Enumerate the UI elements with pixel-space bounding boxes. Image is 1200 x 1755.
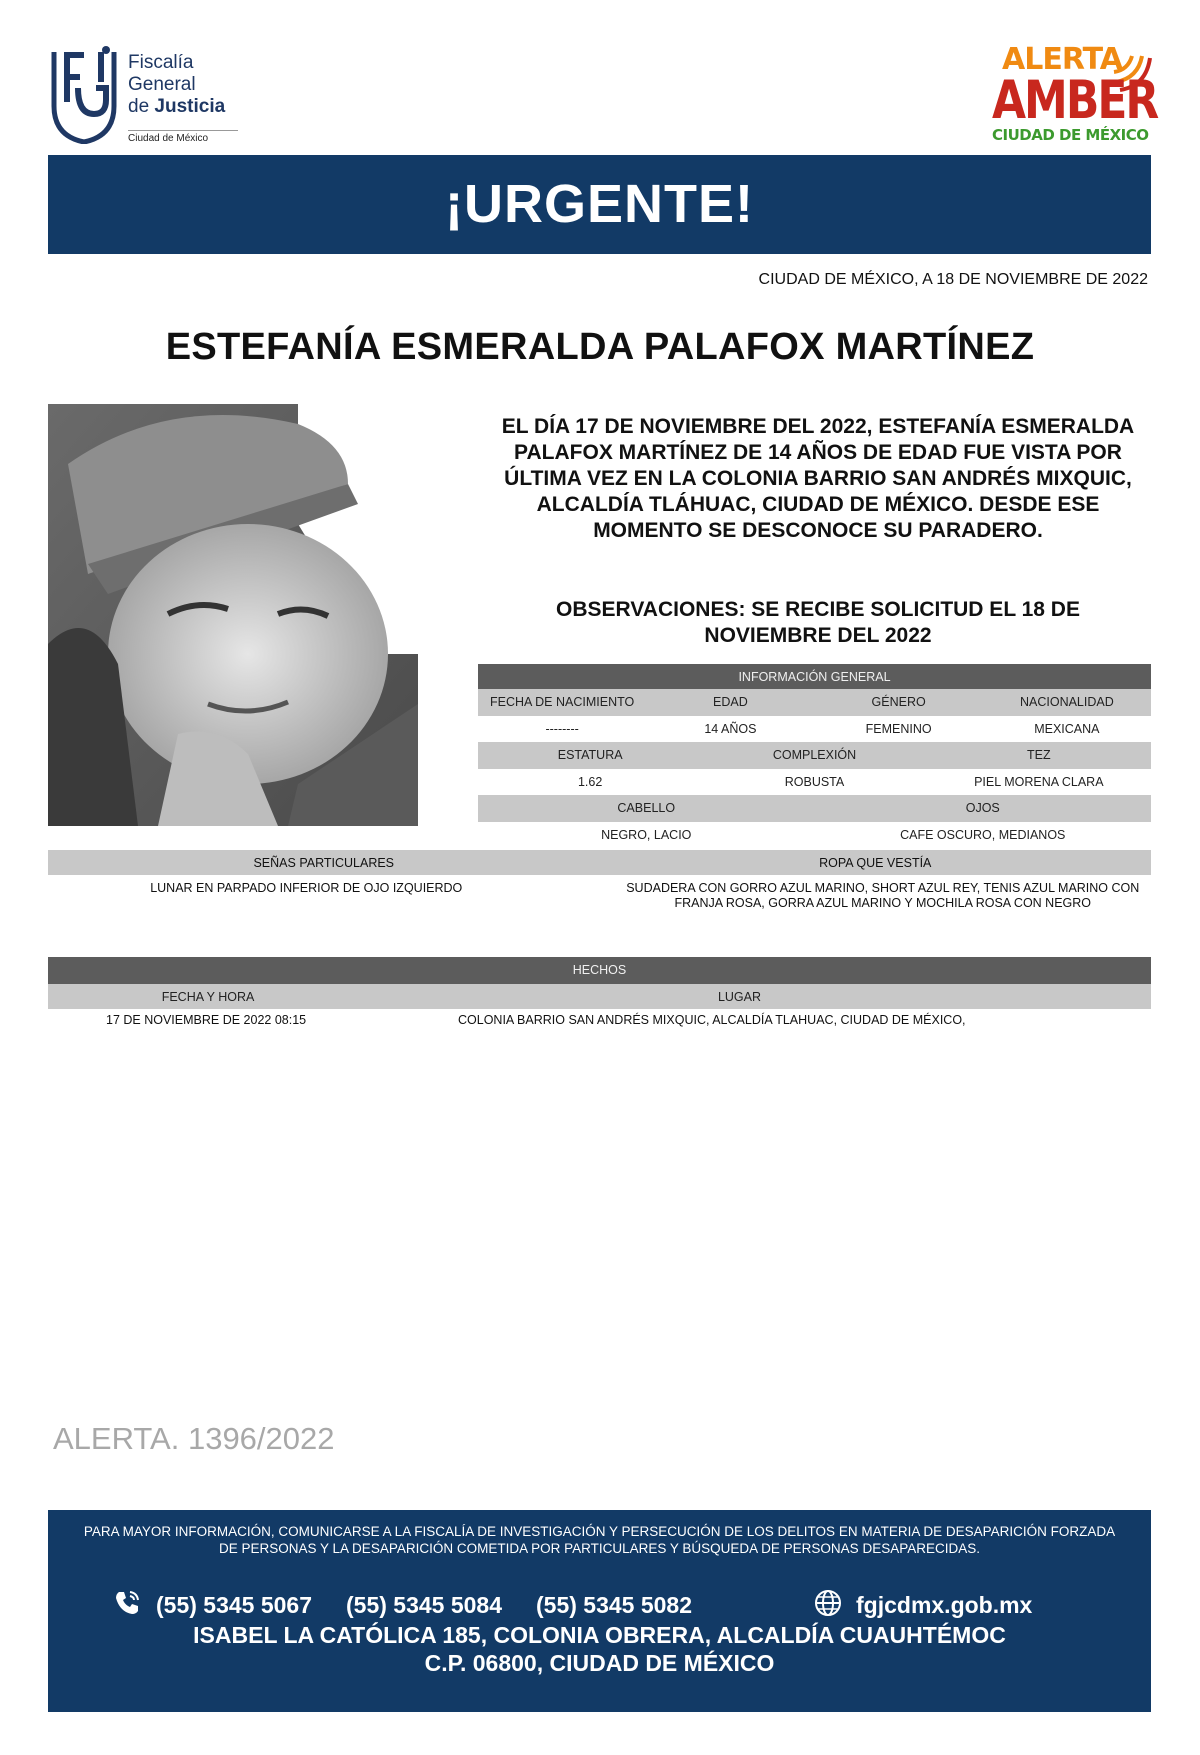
header-date-time: FECHA Y HORA <box>161 989 255 1004</box>
header-gender: GÉNERO <box>871 695 926 710</box>
header-complexion: TEZ <box>1027 748 1051 763</box>
fgj-line3-bold: Justicia <box>154 96 226 117</box>
facts-table <box>48 957 1151 1027</box>
header-birthdate: FECHA DE NACIMIENTO <box>490 695 635 710</box>
address-line2: C.P. 06800, CIUDAD DE MÉXICO <box>424 1650 775 1676</box>
urgent-banner <box>48 155 1151 254</box>
header-eyes: OJOS <box>965 801 1000 816</box>
info-title: INFORMACIÓN GENERAL <box>738 669 891 684</box>
fgj-name <box>128 52 225 118</box>
facts-value-row <box>48 1009 1151 1027</box>
facts-header-row <box>48 984 1151 1009</box>
value-birthdate: -------- <box>545 721 579 736</box>
case-description: EL DÍA 17 DE NOVIEMBRE DEL 2022, ESTEFANÍA ESMERALDA PALAFOX MARTÍNEZ DE 14 AÑOS DE EDAD FUE VISTA POR ÚLTIMA VEZ EN LA COLONIA BARRIO SAN ANDRÉS MIXQUIC, ALCALDÍA TLÁHUAC, CIUDAD DE MÉXICO. DESDE ESE MOMENTO SE DESCONOCE SU PARADERO. <box>501 415 1135 542</box>
value-clothing: SUDADERA CON GORRO AZUL MARINO, SHORT AZUL REY, TENIS AZUL MARINO CON FRANJA ROSA, GORRA AZUL MARINO Y MOCHILA ROSA CON NEGRO <box>626 881 1140 910</box>
website-link[interactable]: fgjcdmx.gob.mx <box>856 1592 1033 1618</box>
amber-line2: AMBER <box>992 70 1158 132</box>
header-clothing: ROPA QUE VESTÍA <box>819 855 932 870</box>
contact-footer <box>48 1510 1151 1712</box>
address <box>48 1621 1151 1677</box>
header-distinguishing-marks: SEÑAS PARTICULARES <box>253 855 395 870</box>
fgj-emblem-icon <box>48 44 120 144</box>
missing-person-name: ESTEFANÍA ESMERALDA PALAFOX MARTÍNEZ <box>165 326 1035 368</box>
value-place: COLONIA BARRIO SAN ANDRÉS MIXQUIC, ALCALDÍA TLAHUAC, CIUDAD DE MÉXICO, <box>458 1013 966 1027</box>
features-header-row <box>48 850 1151 875</box>
value-date-time: 17 DE NOVIEMBRE DE 2022 08:15 <box>106 1013 307 1027</box>
info-header-row <box>478 795 1151 822</box>
value-hair: NEGRO, LACIO <box>601 827 692 842</box>
facts-title: HECHOS <box>48 957 1151 984</box>
value-age: 14 AÑOS <box>704 721 757 736</box>
value-complexion: PIEL MORENA CLARA <box>974 774 1104 789</box>
header-nationality: NACIONALIDAD <box>1019 695 1114 710</box>
footer-info-text: PARA MAYOR INFORMACIÓN, COMUNICARSE A LA FISCALÍA DE INVESTIGACIÓN Y PERSECUCIÓN DE LOS DELITOS EN MATERIA DE DESAPARICIÓN FORZADA DE PERSONAS Y LA DESAPARICIÓN COMETIDA POR PARTICULARES Y BÚSQUEDA DE PERSONAS DESAPARECIDAS. <box>83 1524 1116 1556</box>
value-nationality: MEXICANA <box>1034 721 1100 736</box>
phone-number-3[interactable]: (55) 5345 5082 <box>536 1592 693 1618</box>
header-build: COMPLEXIÓN <box>772 748 857 763</box>
features-value-row <box>48 875 1151 911</box>
header-place: LUGAR <box>717 989 762 1004</box>
fgj-line1: Fiscalía <box>128 52 194 73</box>
address-line1: ISABEL LA CATÓLICA 185, COLONIA OBRERA, ALCALDÍA CUAUHTÉMOC <box>193 1622 1006 1648</box>
document-date: CIUDAD DE MÉXICO, A 18 DE NOVIEMBRE DE 2022 <box>758 271 1148 288</box>
phone-number-2[interactable]: (55) 5345 5084 <box>346 1592 503 1618</box>
info-header-row <box>478 689 1151 716</box>
alerta-amber-logo <box>992 42 1158 146</box>
info-value-row <box>478 822 1151 849</box>
phone-number-1[interactable]: (55) 5345 5067 <box>156 1592 313 1618</box>
missing-person-photo <box>48 404 418 826</box>
info-header-row <box>478 742 1151 769</box>
globe-icon <box>812 1588 844 1618</box>
general-info-table <box>478 664 1151 848</box>
phone-icon <box>114 1590 140 1616</box>
fgj-line3-prefix: de <box>128 96 155 117</box>
observations: OBSERVACIONES: SE RECIBE SOLICITUD EL 18 DE NOVIEMBRE DEL 2022 <box>556 598 1080 647</box>
header-height: ESTATURA <box>557 748 623 763</box>
info-value-row <box>478 769 1151 796</box>
alert-number: ALERTA. 1396/2022 <box>53 1421 335 1456</box>
fgj-line2: General <box>128 74 196 95</box>
value-distinguishing-marks: LUNAR EN PARPADO INFERIOR DE OJO IZQUIERDO <box>150 881 463 895</box>
value-height: 1.62 <box>577 774 603 789</box>
contact-row <box>48 1588 1151 1618</box>
value-eyes: CAFE OSCURO, MEDIANOS <box>900 827 1066 842</box>
info-value-row <box>478 716 1151 743</box>
header-hair: CABELLO <box>617 801 676 816</box>
fgj-subtitle: Ciudad de México <box>128 130 238 144</box>
header-age: EDAD <box>713 695 748 710</box>
fgj-logo <box>48 44 248 148</box>
distinguishing-features-table <box>48 850 1151 911</box>
value-gender: FEMENINO <box>865 721 932 736</box>
info-title-row <box>478 664 1151 689</box>
value-build: ROBUSTA <box>784 774 845 789</box>
amber-line3: CIUDAD DE MÉXICO <box>992 126 1149 144</box>
banner-title: ¡URGENTE! <box>445 174 754 234</box>
amber-line1: ALERTA <box>1002 42 1122 77</box>
